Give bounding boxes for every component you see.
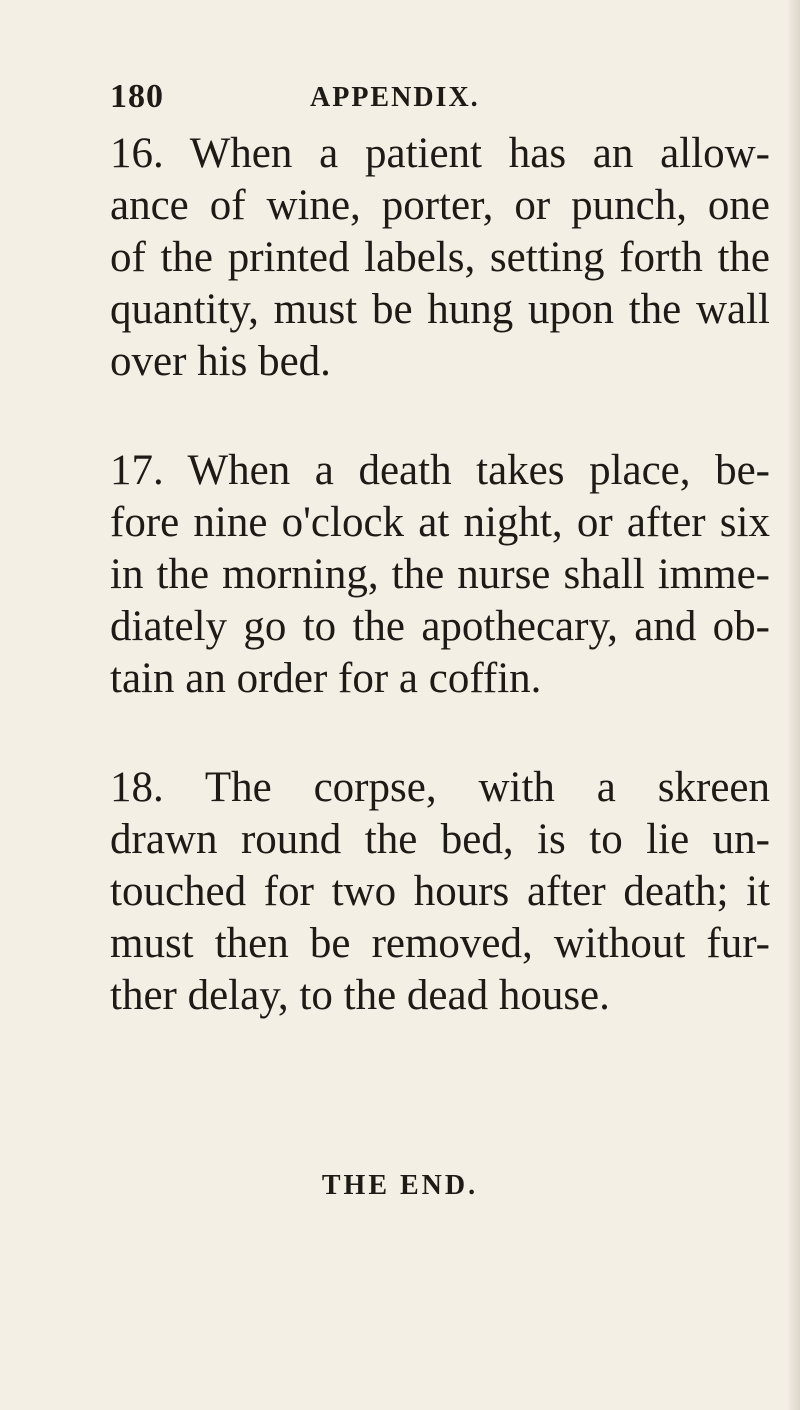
paragraph-17 [110,445,770,705]
paragraph-line: touched for two hours after death; it [110,868,770,915]
paragraph-line: 16. When a patient has an allow- [110,130,770,177]
paragraph-18 [110,762,770,1022]
running-head: APPENDIX. [310,82,480,113]
body-text [110,128,770,1022]
paragraph-line: ance of wine, porter, or punch, one [110,182,770,229]
page-header [110,78,710,118]
paragraph-line: of the printed labels, setting forth the [110,234,770,281]
the-end-heading: THE END. [321,1170,479,1201]
page-number: 180 [110,78,164,115]
paragraph-line: ther delay, to the dead house. [110,972,610,1019]
paragraph-gap [110,388,770,445]
paragraph-line: 18. The corpse, with a skreen [110,764,770,811]
paragraph-line: quantity, must be hung upon the wall [110,286,770,333]
paragraph-line: 17. When a death takes place, be- [110,447,770,494]
paragraph-gap [110,705,770,762]
paragraph-line: tain an order for a coffin. [110,655,542,702]
paragraph-line: fore nine o'clock at night, or after six [110,499,770,546]
paragraph-line: drawn round the bed, is to lie un- [110,816,770,863]
paragraph-line: over his bed. [110,338,331,385]
paragraph-line: must then be removed, without fur- [110,920,770,967]
paragraph-line: in the morning, the nurse shall imme- [110,551,770,598]
paragraph-16 [110,128,770,388]
paragraph-line: diately go to the apothecary, and ob- [110,603,770,650]
